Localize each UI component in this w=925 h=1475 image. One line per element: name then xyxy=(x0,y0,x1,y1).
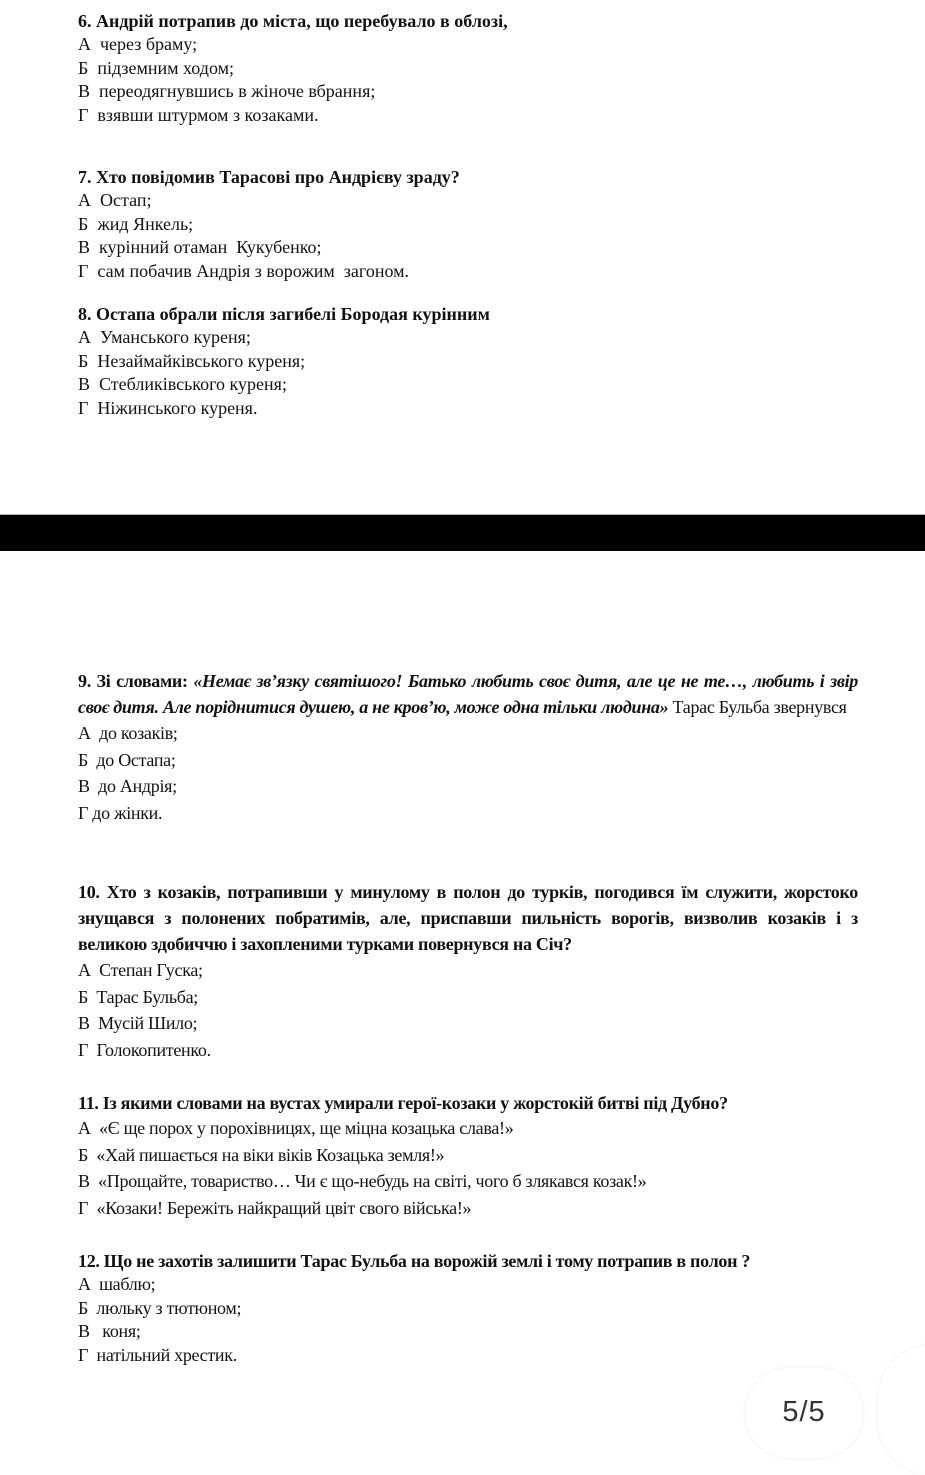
question-12 xyxy=(78,1249,858,1367)
question-title: 11. Із якими словами на вустах умирали герої-козаки у жорстокій битві під Дубно? xyxy=(78,1093,728,1113)
page-indicator xyxy=(745,1368,863,1458)
answer-option-v: В до Андрія; xyxy=(78,776,177,796)
answer-option-a: А через браму; xyxy=(78,34,198,54)
answer-option-g: Г натільний хрестик. xyxy=(78,1344,237,1365)
answer-option-b: Б жид Янкель; xyxy=(78,213,194,234)
answer-option-a: А до козаків; xyxy=(78,723,178,743)
answer-option-a: А Уманського куреня; xyxy=(78,327,251,347)
question-title-prefix: 9. Зі словами: xyxy=(78,671,194,691)
question-7 xyxy=(78,165,858,283)
answer-option-b: Б підземним ходом; xyxy=(78,57,234,78)
question-title: 10. Хто з козаків, потрапивши у минулому в полон до турків, погодився їм служити, жорстоко знущався з полонених побратимів, але, приспавши пильність ворогів, визволив козаків і з великою здобиччю і захопленими турками повернувся на Січ? xyxy=(78,882,858,954)
question-title: 7. Хто повідомив Тарасові про Андрієву зраду? xyxy=(78,167,460,187)
answer-option-v: В «Прощайте, товариство… Чи є що-небудь на світі, чого б злякався козак!» xyxy=(78,1171,647,1191)
answer-option-a: А Степан Гуска; xyxy=(78,960,203,980)
answer-option-a: А шаблю; xyxy=(78,1274,156,1294)
answer-option-v: В Мусій Шило; xyxy=(78,1013,198,1033)
answer-option-b: Б «Хай пишається на віки віків Козацька земля!» xyxy=(78,1144,445,1165)
question-quote: «Немає зв’язку святішого! Батько любить своє дитя, але це не те…, любить і звір своє дитя. Але поріднитися душею, а не кров’ю, може одна тільки людина» xyxy=(78,671,858,717)
answer-option-b: Б люльку з тютюном; xyxy=(78,1297,242,1318)
answer-option-g: Г Голокопитенко. xyxy=(78,1039,211,1060)
question-title: 6. Андрій потрапив до міста, що перебувало в облозі, xyxy=(78,11,508,31)
question-8 xyxy=(78,302,858,420)
question-title: 8. Остапа обрали після загибелі Бородая курінним xyxy=(78,304,490,324)
page-indicator-text: 5/5 xyxy=(782,1396,826,1428)
answer-option-a: А Остап; xyxy=(78,190,152,210)
question-title: 12. Що не захотів залишити Тарас Бульба на ворожій землі і тому потрапив в полон ? xyxy=(78,1251,751,1271)
answer-option-v: В Стебликівського куреня; xyxy=(78,374,287,394)
answer-option-v: В переодягнувшись в жіноче вбрання; xyxy=(78,81,376,101)
question-9 xyxy=(78,668,858,826)
answer-option-b: Б до Остапа; xyxy=(78,749,176,770)
question-10 xyxy=(78,879,858,1063)
answer-option-v: В курінний отаман Кукубенко; xyxy=(78,237,322,257)
question-title xyxy=(78,668,858,720)
answer-option-g: Г сам побачив Андрія з ворожим загоном. xyxy=(78,260,410,281)
question-title-tail: Тарас Бульба звернувся xyxy=(668,697,847,717)
answer-option-g: Г «Козаки! Бережіть найкращий цвіт свого війська!» xyxy=(78,1197,472,1218)
answer-option-a: А «Є ще порох у порохівницях, ще міцна козацька слава!» xyxy=(78,1118,514,1138)
page-separator-bar xyxy=(0,514,925,551)
answer-option-b: Б Незаймайківського куреня; xyxy=(78,350,306,371)
answer-option-g: Г взявши штурмом з козаками. xyxy=(78,104,319,125)
answer-option-g: Г до жінки. xyxy=(78,802,163,823)
answer-option-b: Б Тарас Бульба; xyxy=(78,986,198,1007)
question-11 xyxy=(78,1091,858,1221)
question-6 xyxy=(78,9,858,127)
answer-option-g: Г Ніжинського куреня. xyxy=(78,397,258,418)
answer-option-v: В коня; xyxy=(78,1321,141,1341)
